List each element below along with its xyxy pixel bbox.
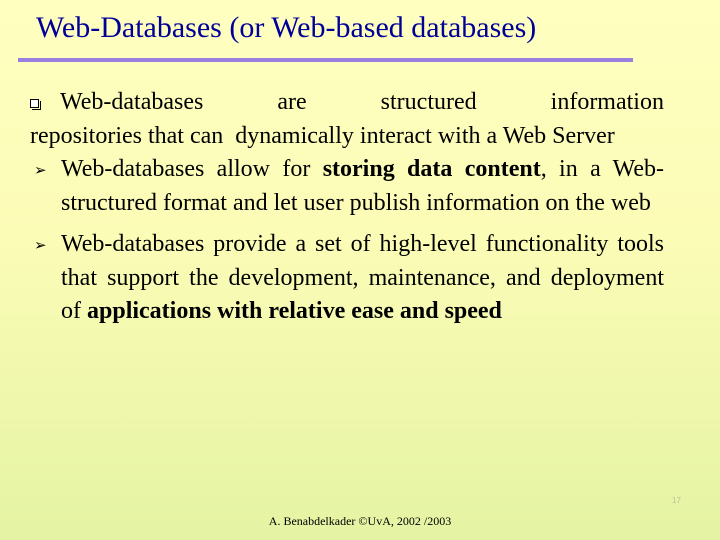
main-bullet-lead: Web-databases [60,89,204,115]
sub-bullet-bold-text: applications with relative ease and speed [87,298,502,324]
arrowhead-bullet-icon: ➢ [34,236,47,254]
main-bullet-word: information [550,89,664,115]
page-number: 17 [672,496,681,505]
sub-bullet-text: Web-databases allow for [61,156,323,182]
slide-content [30,86,664,329]
sub-bullet-text: Web-databases provide a set of high-level functionality tools that support the development, maintenance, and deployment of [61,231,664,324]
slide-title: Web-Databases (or Web-based databases) [36,11,537,44]
main-bullet-word: are [277,89,307,115]
main-bullet-first-line [60,86,664,120]
title-underline [18,58,633,62]
arrowhead-bullet-icon: ➢ [34,161,47,179]
main-bullet-rest: repositories that can dynamically interact with a Web Server [30,122,615,149]
sub-bullet-bold-text: storing data content [322,156,541,182]
sub-bullet-item [30,153,664,220]
main-bullet-item [30,86,664,153]
sub-bullet-text: , in a Web-structured format and let user publish information on the web [61,156,665,216]
slide-footer: A. Benabdelkader ©UvA, 2002 /2003 [268,514,452,528]
sub-bullet-item [30,228,664,329]
main-bullet-word: structured [380,89,477,115]
main-bullet-continuation [30,120,664,154]
sub-bullet-list [30,153,664,329]
square-bullet-icon [30,99,39,108]
